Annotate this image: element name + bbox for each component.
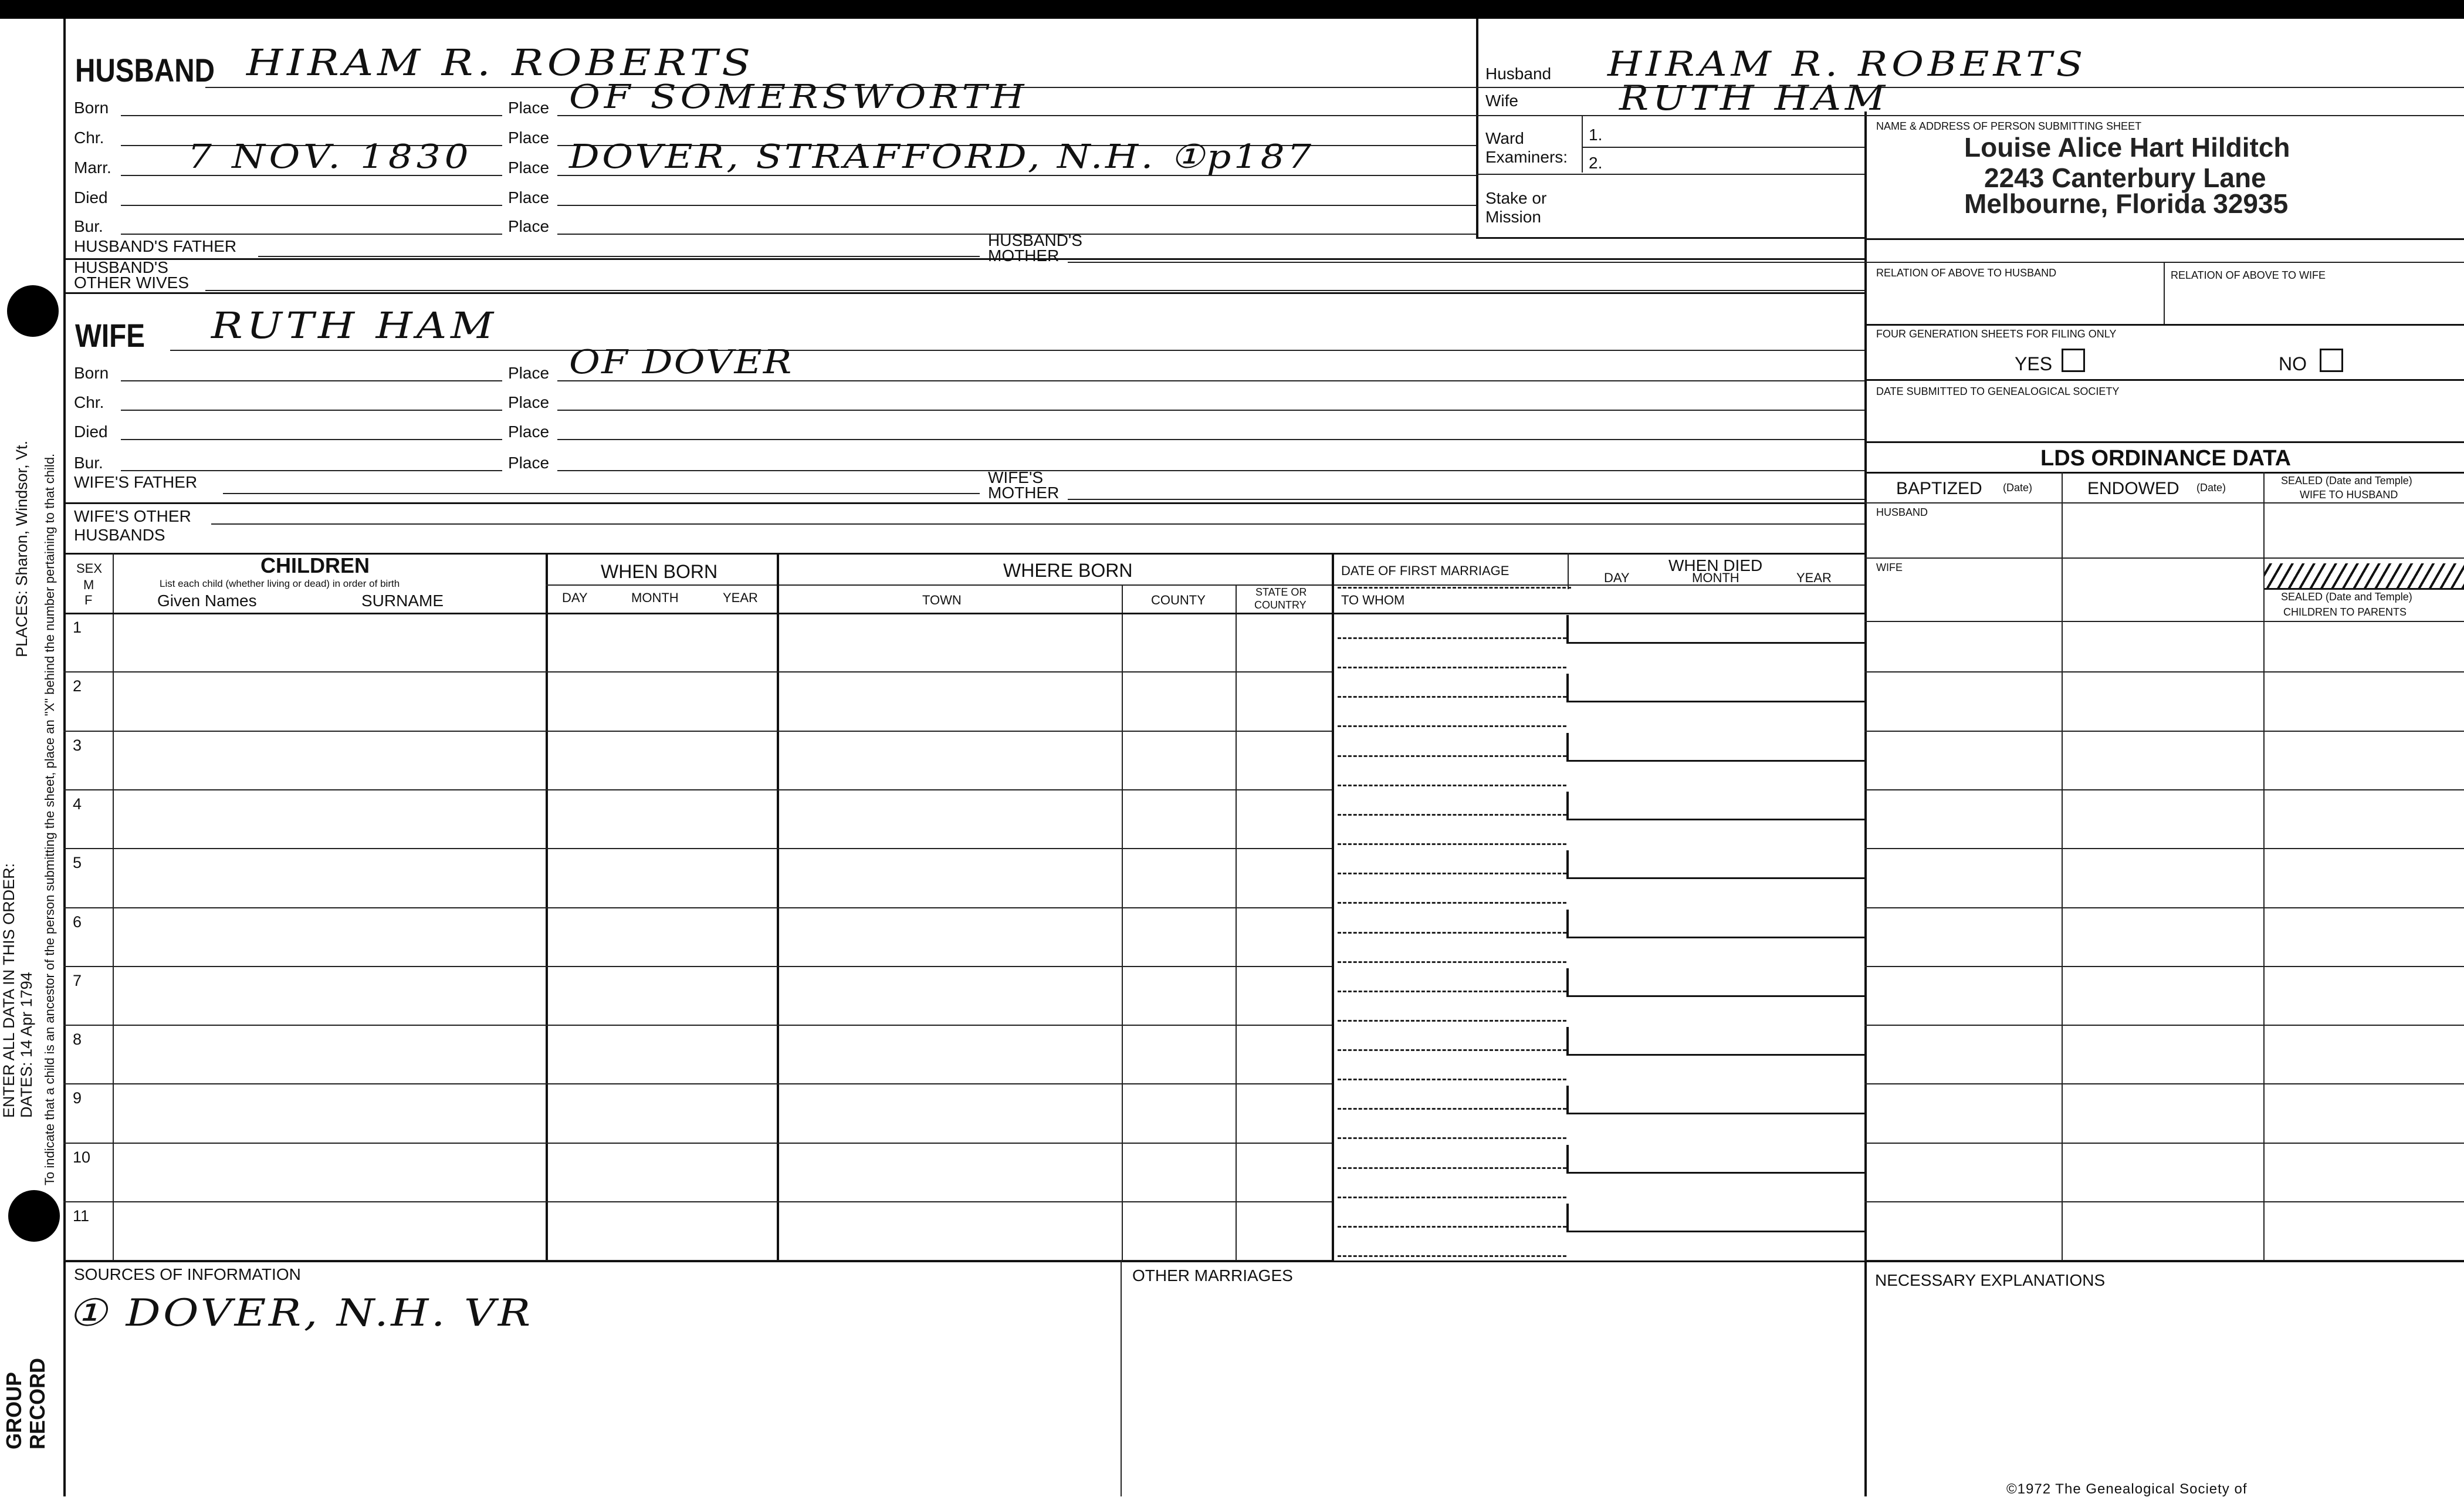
lds-row-line	[1864, 966, 2464, 967]
children-title: CHILDREN	[260, 553, 370, 577]
child-spouse-dash	[1338, 843, 1566, 845]
lds-sealed-children-label-2: CHILDREN TO PARENTS	[2283, 606, 2407, 618]
child-row[interactable]	[115, 1086, 1332, 1140]
wife-bur-place-line	[557, 470, 1864, 471]
children-instruction: List each child (whether living or dead) in order of birth	[160, 578, 400, 589]
child-marriage-date-dash	[1338, 755, 1566, 757]
child-row-number: 11	[73, 1207, 90, 1225]
wife-born-place-label: Place	[508, 364, 550, 382]
husband-mother-label-2: MOTHER	[988, 246, 1060, 265]
lds-header-line	[1864, 502, 2464, 503]
child-spouse-dash	[1338, 725, 1566, 727]
died-year-label: YEAR	[1796, 570, 1832, 585]
child-row-line	[63, 1143, 1332, 1144]
husband-bur-place-label: Place	[508, 217, 550, 235]
child-row-line	[63, 671, 1332, 673]
when-died-label: WHEN DIED	[1668, 556, 1763, 575]
four-generation-bottom-line	[1864, 379, 2464, 381]
when-born-label: WHEN BORN	[601, 561, 718, 582]
submitter-name[interactable]: Louise Alice Hart Hilditch	[1964, 132, 2290, 163]
child-row-number: 9	[73, 1089, 82, 1107]
husband-chr-label: Chr.	[74, 129, 104, 147]
relation-divider	[2164, 262, 2165, 324]
husband-born-date-line	[121, 115, 502, 116]
child-row[interactable]	[115, 792, 1332, 846]
lds-row-line	[1864, 789, 2464, 790]
lds-sealed-wife-label-1: SEALED (Date and Temple)	[2281, 475, 2412, 486]
scan-top-border	[0, 0, 2464, 19]
wife-died-place-line	[557, 439, 1864, 440]
wife-chr-date-line	[121, 410, 502, 411]
where-born-right-divider	[1332, 553, 1334, 1261]
examiner-1: 1.	[1589, 126, 1603, 144]
child-marriage-date-dash	[1338, 1108, 1566, 1110]
child-died-bracket-vertical	[1566, 1086, 1569, 1114]
relation-wife-label: RELATION OF ABOVE TO WIFE	[2171, 269, 2326, 281]
husband-father-label: HUSBAND'S FATHER	[74, 237, 237, 255]
born-month-label: MONTH	[631, 590, 679, 605]
town-label: TOWN	[922, 593, 962, 607]
wife-born-place[interactable]: OF DOVER	[569, 343, 793, 381]
child-died-bracket-vertical	[1566, 615, 1569, 643]
lds-title: LDS ORDINANCE DATA	[2040, 446, 2292, 471]
wife-born-label: Born	[74, 364, 109, 382]
submitter-label: NAME & ADDRESS OF PERSON SUBMITTING SHEET	[1876, 120, 2142, 132]
child-marriage-date-dash	[1338, 637, 1566, 639]
wife-mother-line	[1068, 499, 1864, 500]
child-row-line	[63, 848, 1332, 849]
child-died-line	[1566, 760, 1864, 762]
child-row[interactable]	[115, 968, 1332, 1022]
child-spouse-dash	[1338, 785, 1566, 786]
left-frame-line	[63, 19, 66, 1496]
child-spouse-dash	[1338, 1079, 1566, 1080]
ward-bottom-line	[1476, 174, 1864, 175]
child-row[interactable]	[115, 1204, 1332, 1258]
surname-label: SURNAME	[361, 592, 444, 610]
wife-bur-date-line	[121, 470, 502, 471]
wife-chr-place-line	[557, 410, 1864, 411]
child-marriage-date-dash	[1338, 1049, 1566, 1051]
lds-husband-bottom-line	[1864, 557, 2464, 559]
child-row[interactable]	[115, 733, 1332, 787]
ward-label: Ward	[1485, 129, 1524, 147]
child-marriage-date-dash	[1338, 991, 1566, 992]
child-row-number: 7	[73, 971, 82, 989]
died-month-label: MONTH	[1692, 570, 1739, 585]
child-died-line	[1566, 995, 1864, 997]
submitter-divider	[1864, 111, 1867, 1496]
sex-f-label: F	[84, 593, 93, 607]
lds-baptized-date-label: (Date)	[2003, 482, 2033, 494]
child-marriage-date-dash	[1338, 1226, 1566, 1228]
examiner-1-line	[1582, 147, 1864, 148]
other-marriages-label: OTHER MARRIAGES	[1132, 1266, 1293, 1285]
child-row-line	[63, 966, 1332, 967]
husband-bur-date-line	[121, 234, 502, 235]
child-died-bracket-vertical	[1566, 910, 1569, 938]
husband-marr-place[interactable]: DOVER, STRAFFORD, N.H. ①p187	[569, 138, 1314, 176]
examiners-label: Examiners:	[1485, 148, 1568, 166]
child-spouse-dash	[1338, 1197, 1566, 1198]
child-row[interactable]	[115, 910, 1332, 964]
child-spouse-dash	[1338, 667, 1566, 668]
child-died-line	[1566, 701, 1864, 702]
child-marriage-date-dash	[1338, 1167, 1566, 1169]
enter-data-instruction: ENTER ALL DATA IN THIS ORDER:	[0, 863, 18, 1118]
born-year-label: YEAR	[723, 590, 758, 605]
relation-top-line	[1864, 262, 2464, 263]
four-generation-no-checkbox[interactable]	[2320, 349, 2343, 372]
child-row-number: 6	[73, 913, 82, 931]
child-marriage-date-dash	[1338, 696, 1566, 698]
child-died-line	[1566, 1172, 1864, 1174]
four-generation-label: FOUR GENERATION SHEETS FOR FILING ONLY	[1876, 328, 2117, 340]
child-row-line	[63, 1201, 1332, 1202]
wife-died-date-line	[121, 439, 502, 440]
right-husband-name[interactable]: HIRAM R. ROBERTS	[1607, 44, 2087, 84]
child-row-line	[63, 789, 1332, 790]
wife-born-date-line	[121, 380, 502, 381]
husband-mother-line	[1068, 262, 1864, 263]
child-spouse-dash	[1338, 1255, 1566, 1257]
lds-row-line	[1864, 1025, 2464, 1026]
relation-bottom-line	[1864, 324, 2464, 326]
where-born-label: WHERE BORN	[1003, 560, 1133, 581]
child-row-line	[63, 1083, 1332, 1084]
wife-mother-label-1: WIFE'S	[988, 468, 1044, 486]
child-died-bracket-vertical	[1566, 733, 1569, 761]
when-died-left-divider	[1568, 553, 1569, 589]
given-names-label: Given Names	[157, 592, 257, 610]
husband-died-place-line	[557, 205, 1476, 206]
child-marriage-date-dash	[1338, 873, 1566, 874]
husband-marr-place-label: Place	[508, 158, 550, 177]
wife-other-husbands-label-2: HUSBANDS	[74, 526, 165, 544]
date-submitted-bottom-line	[1864, 441, 2464, 443]
right-header-divider	[1476, 19, 1478, 239]
husband-other-wives-label-1: HUSBAND'S	[74, 258, 168, 276]
child-row-line	[63, 731, 1332, 732]
lds-wife-label: WIFE	[1876, 562, 1903, 573]
child-row-number: 5	[73, 854, 82, 872]
lds-title-line	[1864, 472, 2464, 474]
wife-bur-place-label: Place	[508, 454, 550, 472]
wife-father-rule	[63, 502, 1864, 504]
husband-chr-place-label: Place	[508, 129, 550, 147]
husband-died-label: Died	[74, 188, 108, 207]
relation-husband-label: RELATION OF ABOVE TO HUSBAND	[1876, 267, 2057, 279]
four-generation-yes-checkbox[interactable]	[2062, 349, 2085, 372]
wife-chr-place-label: Place	[508, 393, 550, 411]
husband-born-place-label: Place	[508, 99, 550, 117]
husband-born-label: Born	[74, 99, 109, 117]
husband-born-place[interactable]: OF SOMERSWORTH	[569, 78, 1028, 116]
bottom-section-top	[63, 1261, 2464, 1262]
lds-wife-bottom-line	[1864, 621, 2464, 622]
right-wife-label: Wife	[1485, 92, 1518, 110]
husband-died-date-line	[121, 205, 502, 206]
submitter-street[interactable]: 2243 Canterbury Lane	[1984, 163, 2266, 193]
child-died-line	[1566, 877, 1864, 879]
right-wife-name[interactable]: RUTH HAM	[1619, 78, 1890, 118]
child-died-bracket-vertical	[1566, 850, 1569, 878]
examiners-divider	[1582, 115, 1583, 173]
husband-father-line	[258, 256, 980, 257]
wife-name[interactable]: RUTH HAM	[211, 304, 498, 347]
child-died-line	[1566, 937, 1864, 938]
died-day-label: DAY	[1604, 570, 1630, 585]
lds-row-line	[1864, 848, 2464, 849]
wife-died-label: Died	[74, 423, 108, 441]
husband-marr-label: Marr.	[74, 158, 111, 177]
child-died-bracket-vertical	[1566, 674, 1569, 702]
husband-mother-label-1: HUSBAND'S	[988, 231, 1082, 249]
submitter-bottom-line	[1864, 238, 2464, 240]
right-husband-label: Husband	[1485, 65, 1552, 83]
child-row-number: 4	[73, 795, 82, 813]
child-row[interactable]	[115, 1027, 1332, 1081]
child-row[interactable]	[115, 615, 1332, 669]
child-died-line	[1566, 1231, 1864, 1232]
child-died-line	[1566, 1113, 1864, 1114]
lds-sealed-wife-label-2: WIFE TO HUSBAND	[2300, 489, 2398, 501]
lds-wife-hatched-area	[2265, 563, 2464, 590]
husband-section-bottom	[63, 292, 1864, 294]
sources-value[interactable]: ① DOVER, N.H. VR	[68, 1292, 533, 1335]
to-whom-label: TO WHOM	[1341, 593, 1405, 607]
examiner-2: 2.	[1589, 154, 1603, 172]
born-day-label: DAY	[562, 590, 588, 605]
right-wife-line	[1476, 115, 2464, 116]
wife-other-husbands-line	[211, 523, 1864, 525]
lds-row-line	[1864, 1201, 2464, 1202]
sex-m-label: M	[83, 577, 94, 592]
child-row-number: 3	[73, 736, 82, 754]
husband-marr-date[interactable]: 7 NOV. 1830	[188, 138, 473, 176]
first-marriage-label: DATE OF FIRST MARRIAGE	[1341, 563, 1509, 578]
stake-label-1: Stake or	[1485, 189, 1547, 207]
date-submitted-label: DATE SUBMITTED TO GENEALOGICAL SOCIETY	[1876, 386, 2120, 397]
child-row-number: 8	[73, 1030, 82, 1049]
necessary-explanations-label: NECESSARY EXPLANATIONS	[1875, 1271, 2106, 1289]
child-row-line	[63, 907, 1332, 908]
submitter-city[interactable]: Melbourne, Florida 32935	[1964, 188, 2289, 219]
child-marriage-date-dash	[1338, 814, 1566, 816]
husband-father-rule	[63, 258, 1864, 260]
husband-name[interactable]: HIRAM R. ROBERTS	[246, 41, 755, 84]
husband-died-place-label: Place	[508, 188, 550, 207]
header-dash	[1338, 587, 1571, 589]
wife-died-place-label: Place	[508, 423, 550, 441]
wife-name-line	[170, 350, 1864, 351]
places-instruction: PLACES: Sharon, Windsor, Vt.	[13, 440, 31, 657]
lds-row-line	[1864, 1143, 2464, 1144]
lds-row-line	[1864, 1083, 2464, 1084]
child-died-line	[1566, 1054, 1864, 1056]
dates-instruction: DATES: 14 Apr 1794	[18, 972, 35, 1118]
child-row[interactable]	[115, 1145, 1332, 1199]
lds-endowed-label: ENDOWED	[2087, 479, 2179, 498]
lds-baptized-label: BAPTIZED	[1896, 479, 1982, 498]
lds-endowed-date-label: (Date)	[2196, 482, 2226, 494]
child-row-number: 1	[73, 619, 82, 636]
child-died-bracket-vertical	[1566, 1145, 1569, 1173]
lds-row-line	[1864, 671, 2464, 673]
child-died-bracket-vertical	[1566, 968, 1569, 996]
copyright-text: ©1972 The Genealogical Society of	[2006, 1481, 2248, 1497]
stake-label-2: Mission	[1485, 208, 1541, 226]
wife-chr-label: Chr.	[74, 393, 104, 411]
husband-other-wives-line	[205, 290, 1864, 291]
children-header-bottom	[63, 613, 1864, 614]
punch-hole-top	[7, 285, 59, 337]
child-died-bracket-vertical	[1566, 792, 1569, 820]
lds-row-line	[1864, 907, 2464, 908]
child-row[interactable]	[115, 850, 1332, 904]
state-label-2: COUNTRY	[1254, 599, 1307, 611]
child-row-line	[63, 1025, 1332, 1026]
county-label: COUNTY	[1151, 593, 1206, 607]
when-born-subline	[546, 584, 1864, 586]
sex-label: SEX	[76, 561, 103, 576]
wife-heading: WIFE	[75, 317, 145, 354]
stake-bottom-line	[1476, 237, 1864, 239]
four-generation-yes-label: YES	[2015, 353, 2053, 374]
husband-other-wives-label-2: OTHER WIVES	[74, 273, 189, 292]
child-spouse-dash	[1338, 1020, 1566, 1022]
child-died-bracket-vertical	[1566, 1204, 1569, 1232]
ancestor-instruction: To indicate that a child is an ancestor of the person submitting the sheet, place an "X" behind the number pertaining to that child.	[42, 453, 57, 1185]
lds-sealed-children-label-1: SEALED (Date and Temple)	[2281, 591, 2412, 603]
wife-bur-label: Bur.	[74, 454, 103, 472]
form-name-record: RECORD	[25, 1357, 49, 1449]
wife-other-husbands-label-1: WIFE'S OTHER	[74, 507, 191, 525]
child-died-bracket-vertical	[1566, 1027, 1569, 1055]
wife-father-line	[223, 493, 980, 494]
child-spouse-dash	[1338, 1137, 1566, 1139]
child-spouse-dash	[1338, 902, 1566, 904]
lds-row-line	[1864, 731, 2464, 732]
form-name-group: GROUP	[2, 1371, 26, 1449]
child-died-line	[1566, 819, 1864, 820]
child-row-number: 10	[73, 1148, 91, 1166]
state-label-1: STATE OR	[1255, 586, 1307, 598]
lds-husband-label: HUSBAND	[1876, 506, 1928, 518]
child-died-line	[1566, 642, 1864, 644]
husband-bur-label: Bur.	[74, 217, 103, 235]
sources-label: SOURCES OF INFORMATION	[74, 1265, 301, 1283]
punch-hole-bottom	[8, 1190, 60, 1242]
child-marriage-date-dash	[1338, 932, 1566, 934]
wife-father-label: WIFE'S FATHER	[74, 473, 198, 491]
husband-heading: HUSBAND	[75, 52, 215, 89]
wife-mother-label-2: MOTHER	[988, 484, 1060, 502]
child-row-number: 2	[73, 677, 82, 695]
four-generation-no-label: NO	[2279, 353, 2307, 374]
child-row[interactable]	[115, 674, 1332, 728]
child-spouse-dash	[1338, 961, 1566, 963]
other-marriages-divider	[1121, 1261, 1122, 1496]
